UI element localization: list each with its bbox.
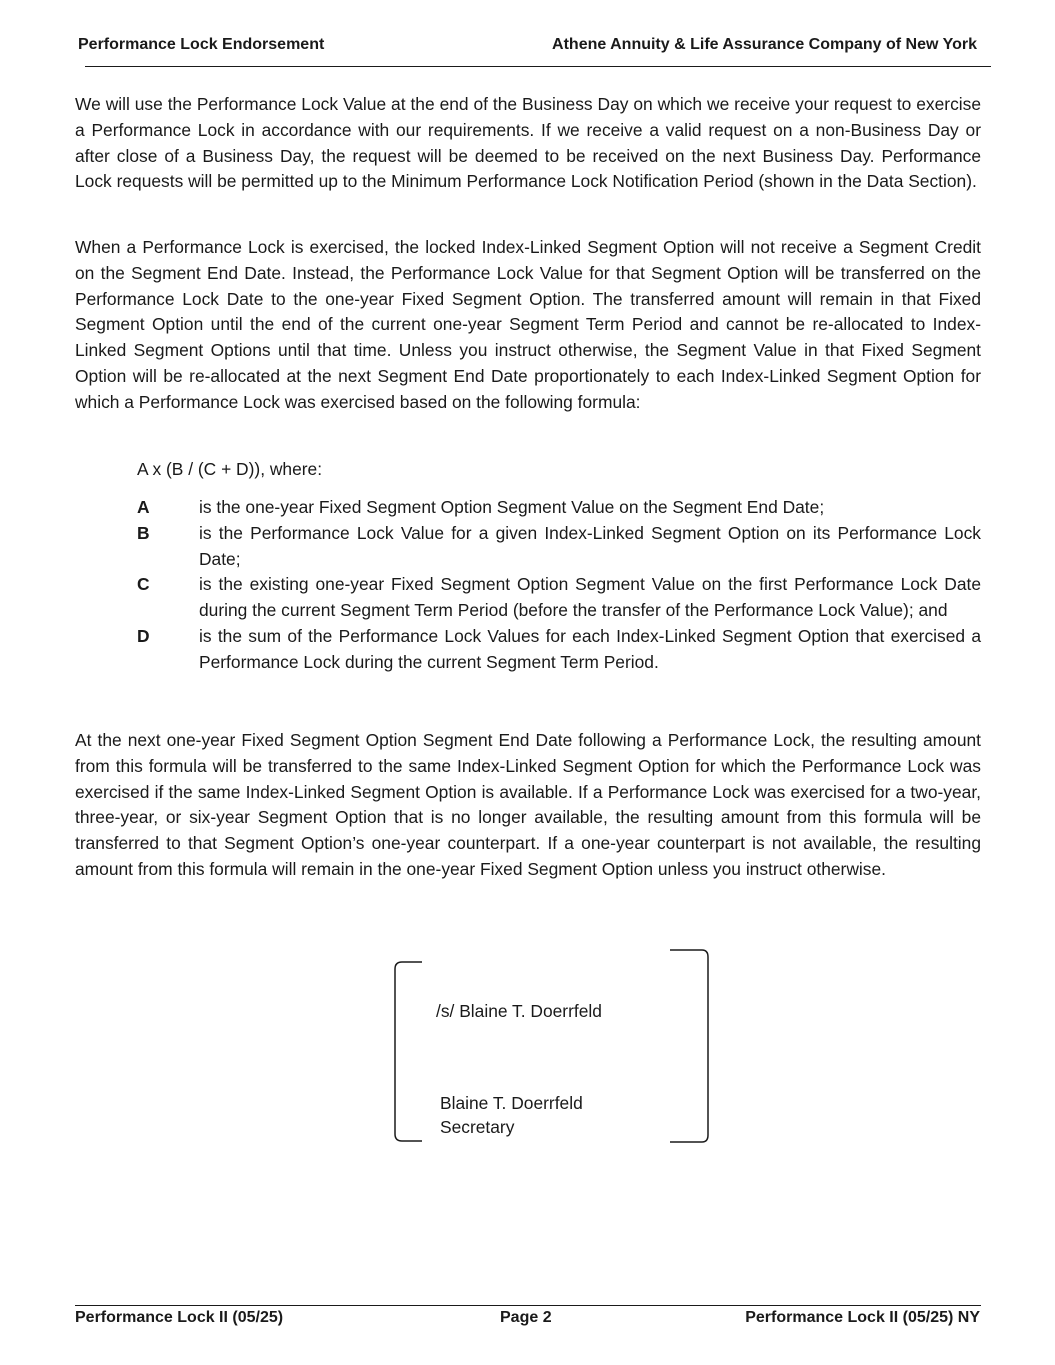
definition-key: B bbox=[137, 522, 150, 543]
header-divider bbox=[85, 66, 991, 67]
footer-form-number: Performance Lock II (05/25) bbox=[75, 1309, 284, 1326]
footer-form-number-ny: Performance Lock II (05/25) NY bbox=[745, 1309, 980, 1326]
definition-key: D bbox=[137, 625, 150, 646]
formula: A x (B / (C + D)), where: bbox=[137, 459, 323, 479]
footer-page-number: Page 2 bbox=[500, 1309, 552, 1326]
definition-c bbox=[137, 572, 981, 624]
definition-b bbox=[137, 521, 981, 573]
signature-conformed: /s/ Blaine T. Doerrfeld bbox=[436, 1001, 602, 1021]
definition-key: A bbox=[137, 497, 150, 517]
paragraph-transfer-rules: At the next one-year Fixed Segment Option Segment End Date following a Performance Lock, the resulting amount from this formula will be transferred to the same Index-Linked Segment Option for which the Performance Lock was exercised if the same Index-Linked Segment Option is available. If a Performance Lock was exercised for a two-year, three-year, or six-year Segment Option that is no longer available, the resulting amount from this formula will be transferred to that Segment Option’s one-year counterpart. If a one-year counterpart is not available, the resulting amount from this formula will remain in the one-year Fixed Segment Option unless you instruct otherwise. bbox=[75, 730, 981, 879]
definition-a bbox=[137, 495, 981, 521]
definition-key: C bbox=[137, 574, 150, 595]
header-endorsement-title: Performance Lock Endorsement bbox=[78, 36, 325, 53]
paragraph-lock-exercise: When a Performance Lock is exercised, the locked Index-Linked Segment Option will not receive a Segment Credit on the Segment End Date. Instead, the Performance Lock Value for that Segment Option will be transferred on the Performance Lock Date to the one-year Fixed Segment Option. The transferred amount will remain in that Fixed Segment Option until the end of the current one-year Segment Term Period and cannot be re-allocated to Index-Linked Segment Options until that time. Unless you instruct otherwise, the Segment Value in that Fixed Segment Option will be re-allocated at the next Segment End Date proportionately to each Index-Linked Segment Option for which a Performance Lock was exercised based on the following formula: bbox=[75, 237, 981, 412]
definition-text: is the sum of the Performance Lock Values for each Index-Linked Segment Option that exercised a Performance Lock during the current Segment Term Period. bbox=[199, 625, 981, 672]
signatory-title: Secretary bbox=[440, 1117, 515, 1137]
definition-text: is the Performance Lock Value for a given Index-Linked Segment Option on its Performance Lock Date; bbox=[199, 522, 981, 569]
formula-definitions bbox=[137, 495, 981, 676]
signature-bracket-frame bbox=[388, 945, 718, 1150]
definition-text: is the one-year Fixed Segment Option Segment Value on the Segment End Date; bbox=[199, 497, 825, 517]
paragraph-lock-request: We will use the Performance Lock Value at the end of the Business Day on which we receive your request to exercise a Performance Lock in accordance with our requirements. If we receive a valid request on a non-Business Day or after close of a Business Day, the request will be deemed to be received on the next Business Day. Performance Lock requests will be permitted up to the Minimum Performance Lock Notification Period (shown in the Data Section). bbox=[75, 94, 981, 192]
header-company-name: Athene Annuity & Life Assurance Company of New York bbox=[552, 36, 977, 53]
footer-divider bbox=[75, 1305, 981, 1306]
definition-d bbox=[137, 624, 981, 676]
definition-text: is the existing one-year Fixed Segment Option Segment Value on the first Performance Lock Date during the current Segment Term Period (before the transfer of the Performance Lock Value); and bbox=[199, 574, 981, 621]
signatory-name: Blaine T. Doerrfeld bbox=[440, 1093, 583, 1113]
